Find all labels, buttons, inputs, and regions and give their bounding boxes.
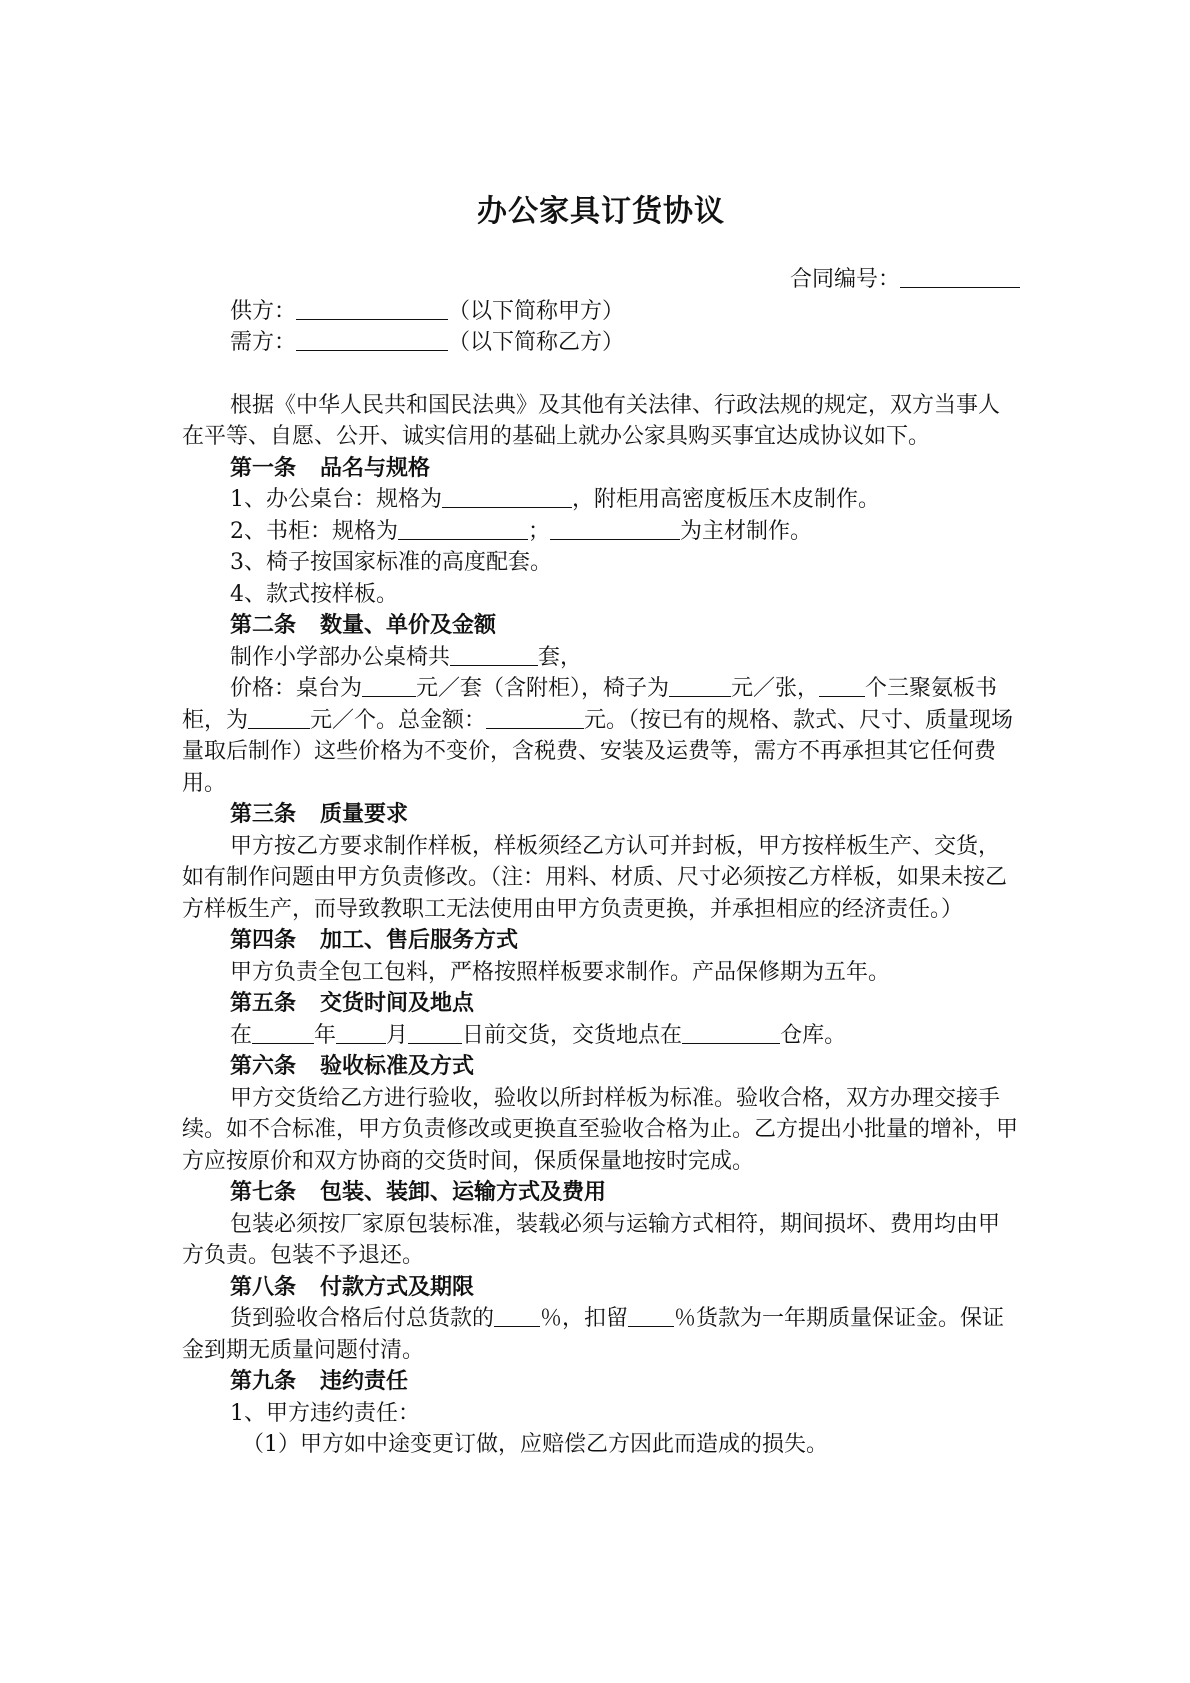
item-text: 套，	[538, 644, 583, 670]
section-1-item-1	[182, 484, 1020, 516]
buyer-blank	[296, 328, 448, 351]
item-text: ％货款为一年期质量保证金。保证金到期无质量问题付清。	[182, 1306, 1005, 1363]
item-text: ；	[528, 518, 551, 544]
chair-price-blank	[669, 674, 731, 697]
item-text: 元／套（含附柜），椅子为	[416, 676, 670, 701]
section-8-title	[182, 1272, 1020, 1304]
section-1-item-3: 3、椅子按国家标准的高度配套。	[230, 550, 552, 575]
section-4-name: 加工、售后服务方式	[320, 927, 519, 953]
total-amount-blank	[486, 706, 584, 729]
bookcase-price-blank	[248, 706, 310, 729]
warehouse-blank	[682, 1021, 780, 1044]
section-9-item-1: 1、甲方违约责任：	[230, 1400, 420, 1426]
contract-number-label: 合同编号：	[789, 267, 900, 292]
item-text: ，附柜用高密度板压木皮制作。	[572, 487, 881, 512]
section-1-item-2	[182, 516, 1020, 548]
section-8-number: 第八条	[230, 1273, 297, 1300]
item-text: 在	[230, 1022, 253, 1048]
section-4-number: 第四条	[230, 927, 297, 953]
buyer-suffix: （以下简称乙方）	[448, 330, 625, 355]
year-blank	[252, 1021, 314, 1044]
section-4-title	[182, 925, 1020, 957]
section-2-number: 第二条	[230, 612, 297, 638]
contract-number-line	[182, 264, 1020, 296]
supplier-label: 供方：	[230, 298, 297, 324]
item-text: 货到验收合格后付总货款的	[230, 1306, 495, 1331]
section-3-number: 第三条	[230, 801, 297, 827]
section-1-number: 第一条	[230, 454, 297, 481]
section-1-item-4: 4、款式按样板。	[230, 581, 398, 607]
section-9-title	[182, 1366, 1020, 1398]
section-2-quantity-line	[182, 642, 1020, 674]
section-5-name: 交货时间及地点	[320, 990, 475, 1016]
section-4-text: 甲方负责全包工包料，严格按照样板要求制作。产品保修期为五年。	[230, 959, 891, 985]
section-6-name: 验收标准及方式	[320, 1053, 475, 1079]
item-text: 元／张，	[731, 676, 820, 701]
section-7-name: 包装、装卸、运输方式及费用	[320, 1179, 607, 1205]
item-text: 元。（按已有的规格、款式、尺寸、质量现场量取后制作）这些价格为不变价，含税费、安装及运费等，需方不再承担其它任何费用。	[182, 707, 1014, 796]
section-9-number: 第九条	[230, 1368, 297, 1394]
retention-percent-blank	[628, 1304, 674, 1327]
section-9-item-1-1: （1）甲方如中途变更订做，应赔偿乙方因此而造成的损失。	[242, 1432, 828, 1457]
section-5-title	[182, 988, 1020, 1020]
section-7-title	[182, 1177, 1020, 1209]
section-2-price-paragraph	[182, 673, 1020, 799]
section-9-name: 违约责任	[320, 1368, 409, 1394]
desk-spec-blank	[442, 485, 572, 508]
month-blank	[336, 1021, 386, 1044]
payment-percent-blank	[494, 1304, 540, 1327]
section-3-name: 质量要求	[320, 801, 409, 827]
item-text: 日前交货，交货地点在	[462, 1022, 683, 1048]
section-8-text	[182, 1303, 1020, 1366]
bookcase-spec-blank	[398, 517, 528, 540]
set-count-blank	[450, 643, 538, 666]
section-5-number: 第五条	[230, 990, 297, 1016]
item-text: 1、办公桌台：规格为	[230, 487, 442, 512]
section-2-name: 数量、单价及金额	[320, 612, 497, 638]
intro-paragraph: 根据《中华人民共和国民法典》及其他有关法律、行政法规的规定，双方当事人在平等、自愿、公开、诚实信用的基础上就办公家具购买事宜达成协议如下。	[182, 392, 1001, 449]
section-6-text: 甲方交货给乙方进行验收，验收以所封样板为标准。验收合格，双方办理交接手续。如不合标准，甲方负责修改或更换直至验收合格为止。乙方提出小批量的增补，甲方应按原价和双方协商的交货时间，保质保量地按时完成。	[182, 1085, 1019, 1174]
item-text: 个三聚氨板书柜，为	[182, 676, 998, 733]
section-2-title	[182, 610, 1020, 642]
item-text: 制作小学部办公桌椅共	[230, 644, 451, 670]
section-7-number: 第七条	[230, 1179, 297, 1205]
bookcase-material-blank	[550, 517, 680, 540]
section-3-title	[182, 799, 1020, 831]
item-text: 为主材制作。	[680, 518, 813, 544]
bookcase-count-blank	[819, 674, 865, 697]
spacer	[182, 359, 1020, 390]
item-text: ％，扣留	[540, 1306, 629, 1331]
item-text: 年	[314, 1022, 337, 1048]
item-text: 元／个。总金额：	[310, 707, 487, 733]
buyer-line	[182, 327, 1020, 359]
section-3-text: 甲方按乙方要求制作样板，样板须经乙方认可并封板，甲方按样板生产、交货，如有制作问题由甲方负责修改。（注：用料、材质、尺寸必须按乙方样板，如果未按乙方样板生产，而导致教职工无法使用由甲方负责更换，并承担相应的经济责任。）	[182, 833, 1008, 922]
supplier-suffix: （以下简称甲方）	[448, 298, 625, 324]
item-text: 仓库。	[780, 1022, 847, 1048]
section-5-delivery-line	[182, 1020, 1020, 1052]
section-6-number: 第六条	[230, 1053, 297, 1079]
section-6-title	[182, 1051, 1020, 1083]
section-1-name: 品名与规格	[320, 454, 431, 481]
supplier-blank	[296, 297, 448, 320]
section-8-name: 付款方式及期限	[320, 1273, 475, 1300]
section-7-text: 包装必须按厂家原包装标准，装载必须与运输方式相符，期间损坏、费用均由甲方负责。包装不予退还。	[182, 1211, 1001, 1268]
document-title: 办公家具订货协议	[477, 194, 725, 229]
contract-number-blank	[900, 265, 1020, 288]
item-text: 价格：桌台为	[230, 676, 363, 701]
buyer-label: 需方：	[230, 330, 297, 355]
desk-price-blank	[362, 674, 416, 697]
section-1-title	[182, 453, 1020, 485]
day-blank	[408, 1021, 462, 1044]
supplier-line	[182, 296, 1020, 328]
item-text: 2、书柜：规格为	[230, 518, 398, 544]
item-text: 月	[386, 1022, 409, 1048]
